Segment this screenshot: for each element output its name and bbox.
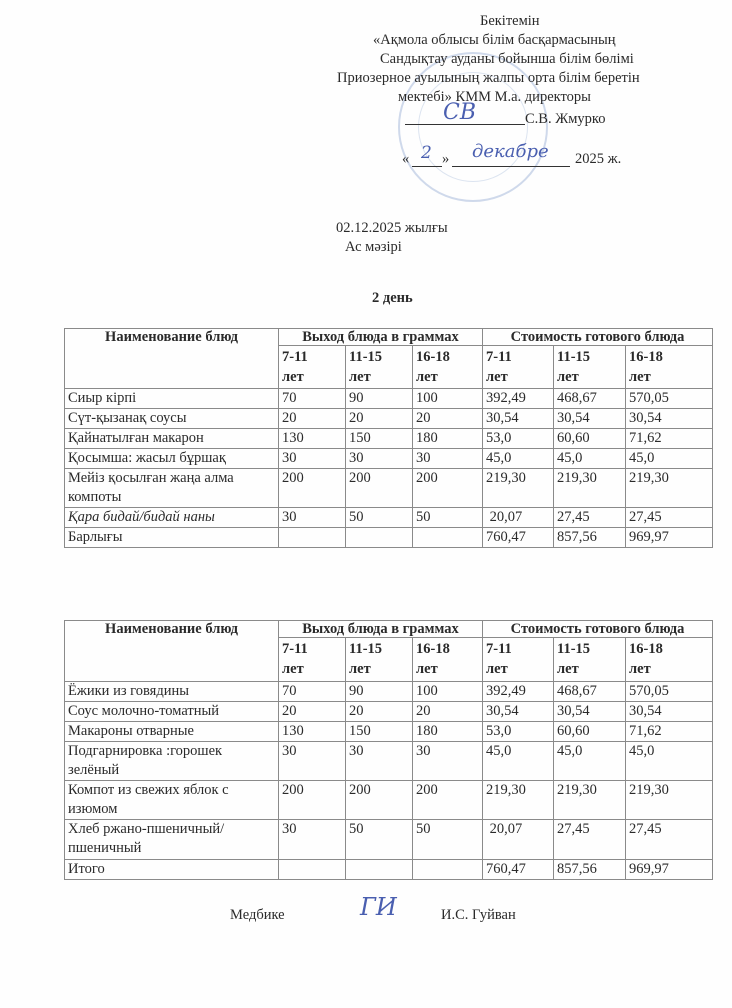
yield-16-18: 50	[413, 820, 483, 860]
cost-11-15: 45,0	[554, 449, 626, 469]
yield-7-11: 130	[279, 722, 346, 742]
dish-name: Подгарнировка :горошек зелёный	[65, 742, 279, 781]
cost-7-11: 53,0	[483, 722, 554, 742]
cost-11-15: 60,60	[554, 429, 626, 449]
day-line	[412, 166, 442, 167]
yield-7-11: 30	[279, 449, 346, 469]
menu-table-kazakh	[64, 328, 713, 548]
dish-name: Сиыр кірпі	[65, 389, 279, 409]
yield-11-15: 30	[346, 742, 413, 781]
header-age-11-15: 11-15 лет	[554, 638, 626, 682]
cost-11-15: 468,67	[554, 389, 626, 409]
cost-16-18: 30,54	[626, 702, 713, 722]
yield-16-18: 20	[413, 702, 483, 722]
yield-7-11: 130	[279, 429, 346, 449]
cost-11-15: 219,30	[554, 781, 626, 820]
header-age-16-18: 16-18 лет	[413, 638, 483, 682]
nurse-signature: ГИ	[360, 893, 397, 921]
yield-16-18: 180	[413, 722, 483, 742]
yield-16-18	[413, 860, 483, 880]
total-cost-16-18: 969,97	[626, 860, 713, 880]
dish-name: Хлеб ржано-пшеничный/пшеничный	[65, 820, 279, 860]
header-age-7-11: 7-11 лет	[483, 346, 554, 389]
table-row	[65, 682, 713, 702]
dish-name: Компот из свежих яблок с изюмом	[65, 781, 279, 820]
yield-16-18	[413, 528, 483, 548]
date-close-quote: »	[442, 151, 450, 167]
total-label: Итого	[65, 860, 279, 880]
cost-16-18: 27,45	[626, 508, 713, 528]
dish-name: Қосымша: жасыл бұршақ	[65, 449, 279, 469]
date-day: 2	[421, 143, 432, 163]
day-label: 2 день	[372, 290, 413, 306]
header-dish-name: Наименование блюд	[65, 621, 279, 682]
dish-name: Қара бидай/бидай наны	[65, 508, 279, 528]
yield-16-18: 200	[413, 469, 483, 508]
menu-table-russian	[64, 620, 713, 880]
header-age-11-15: 11-15 лет	[346, 638, 413, 682]
header-cost: Стоимость готового блюда	[483, 621, 713, 638]
total-cost-11-15: 857,56	[554, 528, 626, 548]
dish-name: Ёжики из говядины	[65, 682, 279, 702]
table-row	[65, 469, 713, 508]
cost-16-18: 30,54	[626, 409, 713, 429]
table-row	[65, 742, 713, 781]
table-row	[65, 389, 713, 409]
approval-line: Сандықтау ауданы бойынша білім бөлімі	[380, 51, 634, 67]
cost-11-15: 45,0	[554, 742, 626, 781]
approval-line: Бекітемін	[480, 13, 540, 29]
header-age-7-11: 7-11 лет	[483, 638, 554, 682]
dish-name: Макароны отварные	[65, 722, 279, 742]
yield-11-15: 30	[346, 449, 413, 469]
yield-16-18: 100	[413, 389, 483, 409]
date-open-quote: «	[402, 151, 410, 167]
yield-16-18: 100	[413, 682, 483, 702]
yield-16-18: 30	[413, 449, 483, 469]
cost-11-15: 60,60	[554, 722, 626, 742]
header-yield: Выход блюда в граммах	[279, 329, 483, 346]
cost-7-11: 30,54	[483, 702, 554, 722]
total-row	[65, 528, 713, 548]
yield-7-11: 30	[279, 820, 346, 860]
cost-16-18: 45,0	[626, 449, 713, 469]
yield-16-18: 180	[413, 429, 483, 449]
header-cost: Стоимость готового блюда	[483, 329, 713, 346]
total-label: Барлығы	[65, 528, 279, 548]
table-row	[65, 429, 713, 449]
yield-11-15: 200	[346, 469, 413, 508]
cost-7-11: 53,0	[483, 429, 554, 449]
cost-7-11: 20,07	[483, 820, 554, 860]
date-year: 2025 ж.	[575, 151, 622, 167]
header-age-7-11: 7-11 лет	[279, 346, 346, 389]
cost-16-18: 71,62	[626, 429, 713, 449]
table-row	[65, 722, 713, 742]
cost-7-11: 30,54	[483, 409, 554, 429]
yield-7-11	[279, 860, 346, 880]
total-cost-11-15: 857,56	[554, 860, 626, 880]
yield-7-11: 70	[279, 389, 346, 409]
menu-title: Ас мәзірі	[345, 239, 402, 255]
header-yield: Выход блюда в граммах	[279, 621, 483, 638]
approval-line: Приозерное ауылының жалпы орта білім беретін	[337, 70, 640, 86]
date-month: декабре	[472, 141, 549, 162]
total-row	[65, 860, 713, 880]
cost-7-11: 45,0	[483, 742, 554, 781]
dish-name: Соус молочно-томатный	[65, 702, 279, 722]
yield-7-11: 30	[279, 508, 346, 528]
yield-11-15: 50	[346, 508, 413, 528]
header-age-11-15: 11-15 лет	[346, 346, 413, 389]
table-row	[65, 702, 713, 722]
table-row	[65, 409, 713, 429]
yield-11-15: 150	[346, 429, 413, 449]
dish-name: Мейіз қосылған жаңа алма компоты	[65, 469, 279, 508]
yield-16-18: 30	[413, 742, 483, 781]
header-age-11-15: 11-15 лет	[554, 346, 626, 389]
header-age-16-18: 16-18 лет	[626, 638, 713, 682]
total-cost-7-11: 760,47	[483, 860, 554, 880]
cost-7-11: 392,49	[483, 389, 554, 409]
cost-16-18: 219,30	[626, 781, 713, 820]
yield-16-18: 50	[413, 508, 483, 528]
yield-11-15: 200	[346, 781, 413, 820]
director-name: С.В. Жмурко	[525, 111, 606, 127]
menu-date: 02.12.2025 жылғы	[336, 220, 448, 236]
nurse-role: Медбике	[230, 907, 285, 923]
cost-7-11: 45,0	[483, 449, 554, 469]
header-age-16-18: 16-18 лет	[413, 346, 483, 389]
table-row	[65, 781, 713, 820]
cost-11-15: 27,45	[554, 508, 626, 528]
yield-7-11: 70	[279, 682, 346, 702]
yield-7-11: 200	[279, 469, 346, 508]
yield-11-15: 150	[346, 722, 413, 742]
yield-11-15: 20	[346, 409, 413, 429]
yield-7-11	[279, 528, 346, 548]
total-cost-16-18: 969,97	[626, 528, 713, 548]
yield-16-18: 20	[413, 409, 483, 429]
cost-16-18: 219,30	[626, 469, 713, 508]
cost-7-11: 219,30	[483, 781, 554, 820]
cost-16-18: 570,05	[626, 389, 713, 409]
director-signature: СВ	[443, 100, 476, 125]
yield-11-15: 20	[346, 702, 413, 722]
table-row	[65, 449, 713, 469]
cost-16-18: 27,45	[626, 820, 713, 860]
yield-11-15	[346, 860, 413, 880]
yield-11-15: 90	[346, 682, 413, 702]
cost-7-11: 20,07	[483, 508, 554, 528]
header-dish-name: Наименование блюд	[65, 329, 279, 389]
header-age-7-11: 7-11 лет	[279, 638, 346, 682]
cost-7-11: 219,30	[483, 469, 554, 508]
cost-7-11: 392,49	[483, 682, 554, 702]
dish-name: Қайнатылған макарон	[65, 429, 279, 449]
yield-11-15: 90	[346, 389, 413, 409]
cost-11-15: 27,45	[554, 820, 626, 860]
yield-7-11: 200	[279, 781, 346, 820]
cost-16-18: 71,62	[626, 722, 713, 742]
yield-7-11: 30	[279, 742, 346, 781]
nurse-name: И.С. Гуйван	[441, 907, 516, 923]
month-line	[452, 166, 570, 167]
table-row	[65, 820, 713, 860]
yield-11-15	[346, 528, 413, 548]
cost-11-15: 219,30	[554, 469, 626, 508]
cost-11-15: 468,67	[554, 682, 626, 702]
total-cost-7-11: 760,47	[483, 528, 554, 548]
cost-16-18: 45,0	[626, 742, 713, 781]
cost-11-15: 30,54	[554, 702, 626, 722]
approval-line: мектебі» КММ М.а. директоры	[398, 89, 591, 105]
yield-7-11: 20	[279, 409, 346, 429]
table-row	[65, 508, 713, 528]
yield-16-18: 200	[413, 781, 483, 820]
approval-line: «Ақмола облысы білім басқармасының	[373, 32, 616, 48]
cost-11-15: 30,54	[554, 409, 626, 429]
cost-16-18: 570,05	[626, 682, 713, 702]
dish-name: Сүт-қызанақ соусы	[65, 409, 279, 429]
yield-11-15: 50	[346, 820, 413, 860]
yield-7-11: 20	[279, 702, 346, 722]
header-age-16-18: 16-18 лет	[626, 346, 713, 389]
